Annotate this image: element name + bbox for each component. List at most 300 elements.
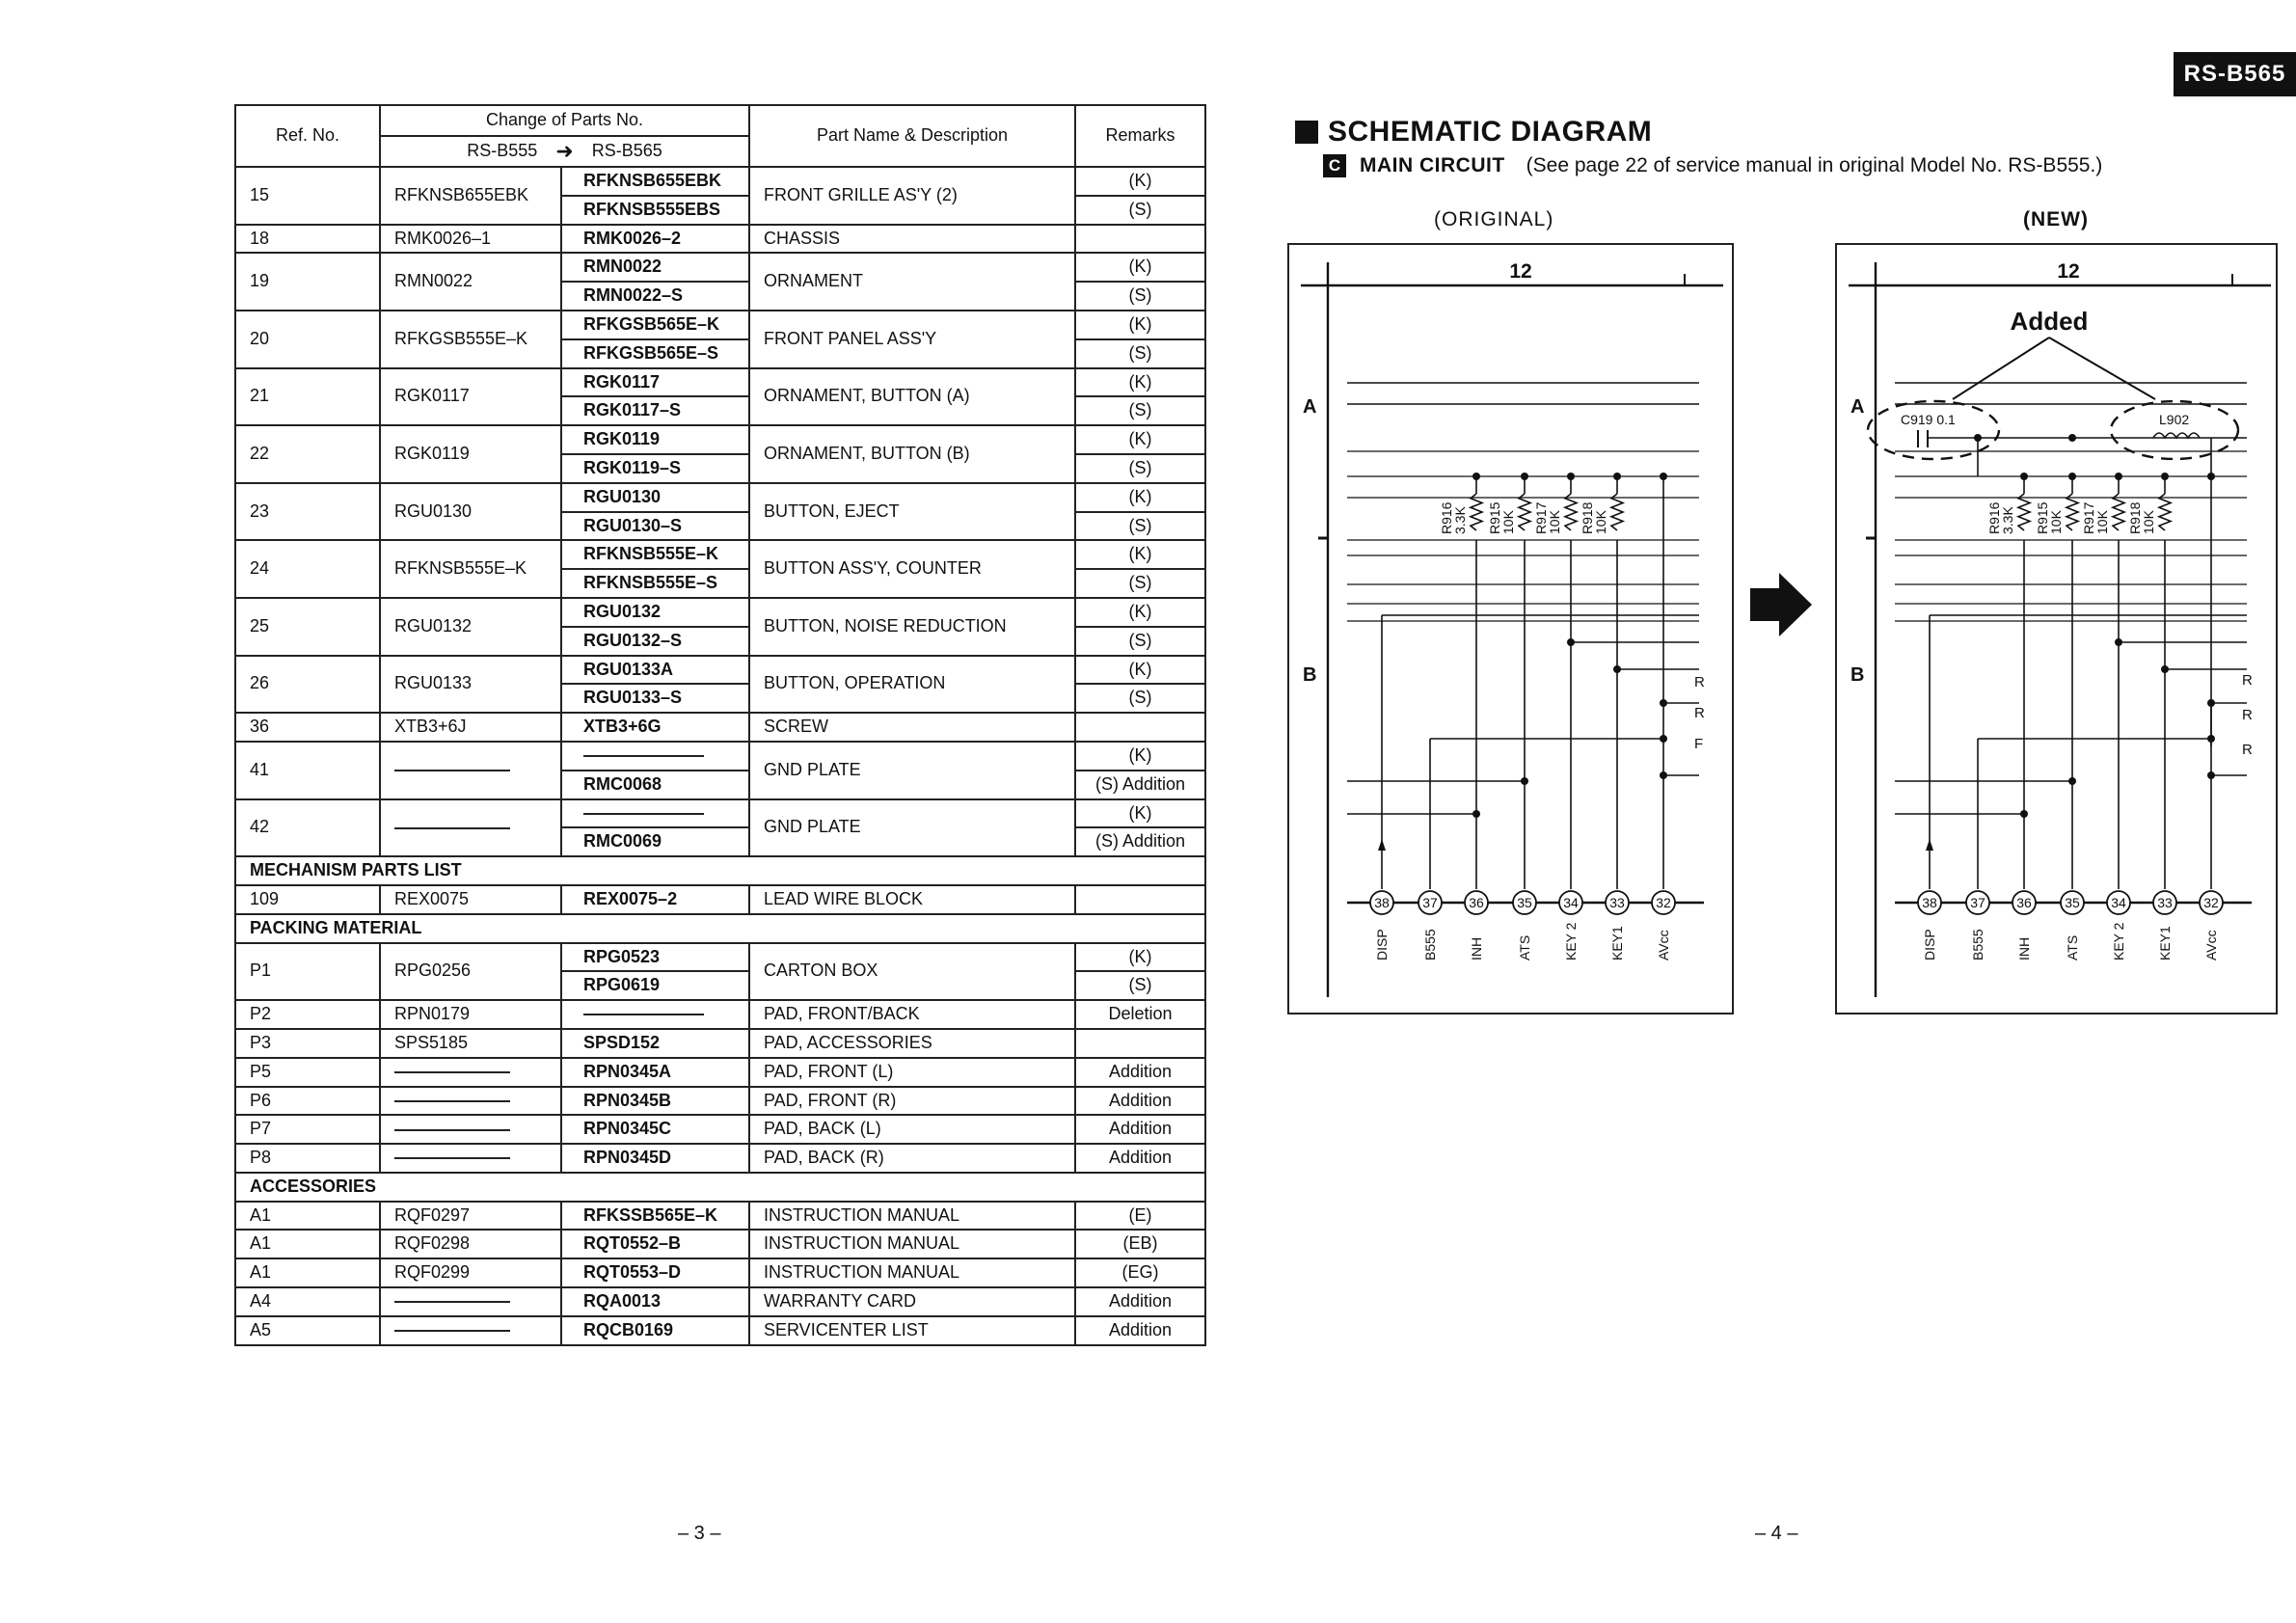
remarks-cell: (S) Addition	[1075, 827, 1205, 856]
junction-dot	[2068, 473, 2076, 480]
new-part-cell: RGU0133–S	[561, 684, 749, 713]
callout-line	[2049, 338, 2155, 399]
parts-table-body	[235, 167, 1205, 1345]
model-badge: RS-B565	[2174, 52, 2296, 96]
description-cell: GND PLATE	[749, 742, 1075, 799]
header-old-model: RS-B555	[467, 140, 538, 160]
old-part-cell: RMK0026–1	[380, 225, 561, 254]
highlight-ellipse-coil	[2111, 401, 2238, 459]
junction-dot	[2207, 771, 2215, 779]
ref-no-cell: 20	[235, 311, 380, 368]
pin-name: AVcc	[1656, 930, 1671, 960]
dash-line	[394, 1301, 510, 1303]
description-cell: SERVICENTER LIST	[749, 1316, 1075, 1345]
dash-line	[394, 1100, 510, 1102]
junction-dot	[1660, 473, 1667, 480]
junction-dot	[1660, 699, 1667, 707]
ref-no-cell: P8	[235, 1144, 380, 1173]
junction-dot	[2115, 638, 2122, 646]
new-part-cell: SPSD152	[561, 1029, 749, 1058]
header-change-parts: Change of Parts No.	[380, 105, 749, 136]
description-cell: PAD, FRONT/BACK	[749, 1000, 1075, 1029]
description-cell: LEAD WIRE BLOCK	[749, 885, 1075, 914]
table-row	[235, 1115, 1205, 1144]
remarks-cell: Addition	[1075, 1144, 1205, 1173]
remarks-cell: (S)	[1075, 282, 1205, 311]
junction-dot	[1660, 771, 1667, 779]
table-row	[235, 713, 1205, 742]
dash-line	[394, 1071, 510, 1073]
new-label: (NEW)	[2023, 208, 2089, 230]
connector-mark: R	[2242, 672, 2253, 689]
remarks-cell: (S)	[1075, 684, 1205, 713]
connector-mark: R	[1694, 674, 1705, 690]
pin-name: ATS	[1517, 934, 1532, 960]
callout-line	[1953, 338, 2049, 399]
description-cell: PAD, BACK (L)	[749, 1115, 1075, 1144]
junction-dot	[2161, 473, 2169, 480]
pin-number: 33	[2157, 895, 2173, 910]
resistor-value: 10K	[2094, 510, 2110, 534]
description-cell: ORNAMENT, BUTTON (B)	[749, 425, 1075, 483]
old-part-cell: RGK0119	[380, 425, 561, 483]
remarks-cell: Addition	[1075, 1058, 1205, 1087]
resistor-symbol	[1471, 494, 1482, 530]
resistor-name: R918	[1580, 501, 1595, 534]
new-part-cell: RFKSSB565E–K	[561, 1202, 749, 1231]
description-cell: ORNAMENT, BUTTON (A)	[749, 368, 1075, 426]
row-label-b: B	[1303, 664, 1317, 686]
junction-dot	[1613, 473, 1621, 480]
new-schematic-svg	[1837, 245, 2276, 1013]
resistor-value: 10K	[2048, 510, 2064, 534]
pin-name: B555	[1970, 929, 1985, 960]
big-arrow-icon	[1750, 573, 1812, 636]
section-row	[235, 856, 1205, 885]
pin-name: KEY 2	[2111, 922, 2126, 960]
new-part-cell: RQT0553–D	[561, 1258, 749, 1287]
description-cell: BUTTON, NOISE REDUCTION	[749, 598, 1075, 656]
pin-number: 37	[1970, 895, 1985, 910]
new-part-cell: RGU0132	[561, 598, 749, 627]
description-cell: ORNAMENT	[749, 253, 1075, 311]
new-schematic	[1835, 243, 2278, 1014]
ref-no-cell: P3	[235, 1029, 380, 1058]
new-part-cell: RMC0069	[561, 827, 749, 856]
header-part-name: Part Name & Description	[749, 105, 1075, 167]
new-part-cell: RGU0132–S	[561, 627, 749, 656]
pin-number: 32	[1656, 895, 1671, 910]
ref-no-cell: 22	[235, 425, 380, 483]
table-row	[235, 1258, 1205, 1287]
pin-name: DISP	[1374, 929, 1390, 960]
table-row	[235, 598, 1205, 627]
new-part-cell: RFKGSB565E–K	[561, 311, 749, 339]
resistor-symbol	[2018, 494, 2030, 530]
row-label-a: A	[1303, 396, 1317, 418]
section-letter-badge: C	[1323, 154, 1346, 177]
arrow-head-icon	[1378, 839, 1386, 851]
old-part-cell: XTB3+6J	[380, 713, 561, 742]
ref-no-cell: 41	[235, 742, 380, 799]
description-cell: SCREW	[749, 713, 1075, 742]
column-number: 12	[1509, 260, 1532, 283]
table-row	[235, 1087, 1205, 1116]
old-part-cell: RGK0117	[380, 368, 561, 426]
ref-no-cell: 36	[235, 713, 380, 742]
ref-no-cell: 26	[235, 656, 380, 714]
table-row	[235, 1202, 1205, 1231]
description-cell: WARRANTY CARD	[749, 1287, 1075, 1316]
description-cell: BUTTON, EJECT	[749, 483, 1075, 541]
table-row	[235, 1029, 1205, 1058]
remarks-cell	[1075, 713, 1205, 742]
remarks-cell: (K)	[1075, 253, 1205, 282]
table-row	[235, 1000, 1205, 1029]
table-row	[235, 656, 1205, 685]
ref-no-cell: A1	[235, 1202, 380, 1231]
highlight-ellipse-cap	[1868, 401, 1999, 459]
junction-dot	[1567, 638, 1575, 646]
pin-name: ATS	[2065, 934, 2080, 960]
new-part-cell	[561, 1000, 749, 1029]
table-row	[235, 1144, 1205, 1173]
remarks-cell	[1075, 885, 1205, 914]
remarks-cell: (K)	[1075, 167, 1205, 196]
ref-no-cell: 109	[235, 885, 380, 914]
pin-number: 37	[1422, 895, 1438, 910]
resistor-symbol	[2159, 494, 2171, 530]
ref-no-cell: P7	[235, 1115, 380, 1144]
remarks-cell: (K)	[1075, 598, 1205, 627]
new-part-cell: RFKNSB555E–K	[561, 540, 749, 569]
table-row	[235, 483, 1205, 512]
description-cell: CARTON BOX	[749, 943, 1075, 1001]
table-row	[235, 943, 1205, 972]
resistor-symbol	[1611, 494, 1623, 530]
pin-number: 38	[1374, 895, 1390, 910]
original-schematic	[1287, 243, 1734, 1014]
pin-name: KEY1	[1609, 926, 1625, 960]
new-part-cell: RGK0119–S	[561, 454, 749, 483]
junction-dot	[2020, 810, 2028, 818]
ref-no-cell: A4	[235, 1287, 380, 1316]
new-part-cell: RQT0552–B	[561, 1230, 749, 1258]
description-cell: GND PLATE	[749, 799, 1075, 857]
parts-change-table	[234, 104, 1204, 1346]
new-part-cell: RFKNSB555E–S	[561, 569, 749, 598]
bullet-square-icon	[1295, 121, 1318, 144]
table-row	[235, 540, 1205, 569]
section-row	[235, 914, 1205, 943]
ref-no-cell: 42	[235, 799, 380, 857]
resistor-symbol	[1519, 494, 1530, 530]
ref-no-cell: P6	[235, 1087, 380, 1116]
description-cell: INSTRUCTION MANUAL	[749, 1202, 1075, 1231]
new-part-cell: RPN0345B	[561, 1087, 749, 1116]
coil-label: L902	[2159, 412, 2190, 427]
description-cell: PAD, FRONT (L)	[749, 1058, 1075, 1087]
old-part-cell	[380, 799, 561, 857]
junction-dot	[2068, 777, 2076, 785]
pin-number: 38	[1922, 895, 1937, 910]
remarks-cell: (K)	[1075, 311, 1205, 339]
new-part-cell: RGK0119	[561, 425, 749, 454]
old-part-cell	[380, 1115, 561, 1144]
junction-dot	[1613, 665, 1621, 673]
dash-line	[394, 1157, 510, 1159]
dash-line	[583, 813, 704, 815]
old-part-cell: RFKNSB655EBK	[380, 167, 561, 225]
new-part-cell: RMN0022–S	[561, 282, 749, 311]
connector-mark: R	[2242, 707, 2253, 723]
dash-line	[394, 770, 510, 771]
description-cell: BUTTON ASS'Y, COUNTER	[749, 540, 1075, 598]
section-row	[235, 1173, 1205, 1202]
page-number-right: – 4 –	[1755, 1523, 1798, 1544]
remarks-cell: (K)	[1075, 540, 1205, 569]
new-part-cell: RFKGSB565E–S	[561, 339, 749, 368]
ref-no-cell: P1	[235, 943, 380, 1001]
pin-name: KEY1	[2157, 926, 2173, 960]
remarks-cell: Deletion	[1075, 1000, 1205, 1029]
new-part-cell: RMC0068	[561, 771, 749, 799]
old-part-cell: RGU0133	[380, 656, 561, 714]
remarks-cell: (S)	[1075, 339, 1205, 368]
new-part-cell: REX0075–2	[561, 885, 749, 914]
main-circuit-label: MAIN CIRCUIT	[1360, 154, 1505, 176]
old-part-cell: RMN0022	[380, 253, 561, 311]
remarks-cell	[1075, 1029, 1205, 1058]
new-part-cell: RGU0130–S	[561, 512, 749, 541]
connector-mark: R	[1694, 705, 1705, 721]
table-row	[235, 167, 1205, 196]
ref-no-cell: A1	[235, 1230, 380, 1258]
resistor-value: 3.3K	[2000, 506, 2015, 534]
pin-number: 33	[1609, 895, 1625, 910]
resistor-name: R916	[1439, 501, 1454, 534]
resistor-value: 3.3K	[1452, 506, 1468, 534]
new-part-cell: RPN0345C	[561, 1115, 749, 1144]
old-part-cell	[380, 1316, 561, 1345]
remarks-cell: (K)	[1075, 483, 1205, 512]
description-cell: CHASSIS	[749, 225, 1075, 254]
table-row	[235, 742, 1205, 771]
remarks-cell: (E)	[1075, 1202, 1205, 1231]
description-cell: INSTRUCTION MANUAL	[749, 1230, 1075, 1258]
ref-no-cell: 23	[235, 483, 380, 541]
pin-number: 35	[1517, 895, 1532, 910]
page-number-left: – 3 –	[678, 1523, 721, 1544]
dash-line	[583, 1014, 704, 1015]
remarks-cell: (EB)	[1075, 1230, 1205, 1258]
column-number: 12	[2057, 260, 2080, 283]
old-part-cell: RGU0132	[380, 598, 561, 656]
junction-dot	[1521, 473, 1528, 480]
description-cell: FRONT GRILLE AS'Y (2)	[749, 167, 1075, 225]
old-part-cell: RPN0179	[380, 1000, 561, 1029]
header-new-model: RS-B565	[591, 140, 662, 160]
remarks-cell: (K)	[1075, 368, 1205, 397]
table-row	[235, 1230, 1205, 1258]
description-cell: INSTRUCTION MANUAL	[749, 1258, 1075, 1287]
remarks-cell: (K)	[1075, 425, 1205, 454]
section-heading: ACCESSORIES	[235, 1173, 1205, 1202]
new-part-cell: RFKNSB555EBS	[561, 196, 749, 225]
dash-line	[394, 1129, 510, 1131]
original-schematic-svg	[1289, 245, 1732, 1013]
capacitor-label: C919 0.1	[1901, 412, 1956, 427]
remarks-cell: (S)	[1075, 971, 1205, 1000]
resistor-name: R915	[1487, 501, 1502, 534]
ref-no-cell: 18	[235, 225, 380, 254]
header-remarks: Remarks	[1075, 105, 1205, 167]
service-manual-note: (See page 22 of service manual in original Model No. RS-B555.)	[1526, 154, 2103, 176]
old-part-cell: RQF0298	[380, 1230, 561, 1258]
resistor-name: R917	[2081, 501, 2096, 534]
pin-name: INH	[2016, 936, 2032, 960]
ref-no-cell: P5	[235, 1058, 380, 1087]
junction-dot	[2161, 665, 2169, 673]
remarks-cell: (S)	[1075, 512, 1205, 541]
resistor-name: R918	[2127, 501, 2143, 534]
dash-line	[394, 827, 510, 829]
connector-mark: F	[1694, 736, 1704, 752]
resistor-name: R915	[2035, 501, 2050, 534]
arrow-head-icon	[1926, 839, 1933, 851]
new-part-cell: RFKNSB655EBK	[561, 167, 749, 196]
old-part-cell	[380, 1144, 561, 1173]
remarks-cell: (K)	[1075, 943, 1205, 972]
remarks-cell: Addition	[1075, 1115, 1205, 1144]
new-part-cell: RGK0117–S	[561, 396, 749, 425]
connector-mark: R	[2242, 742, 2253, 758]
remarks-cell: (K)	[1075, 742, 1205, 771]
old-part-cell	[380, 742, 561, 799]
row-label-b: B	[1850, 664, 1865, 686]
remarks-cell: (S)	[1075, 454, 1205, 483]
resistor-value: 10K	[1547, 510, 1562, 534]
resistor-value: 10K	[1500, 510, 1516, 534]
ref-no-cell: 19	[235, 253, 380, 311]
new-part-cell: RPN0345D	[561, 1144, 749, 1173]
pin-name: B555	[1422, 929, 1438, 960]
table-row	[235, 311, 1205, 339]
remarks-cell: Addition	[1075, 1087, 1205, 1116]
table-row	[235, 1058, 1205, 1087]
remarks-cell: (S)	[1075, 569, 1205, 598]
new-part-cell: RGK0117	[561, 368, 749, 397]
pin-name: DISP	[1922, 929, 1937, 960]
schematic-title-text: SCHEMATIC DIAGRAM	[1328, 116, 1653, 148]
new-part-cell: RMN0022	[561, 253, 749, 282]
resistor-symbol	[1565, 494, 1577, 530]
arrow-right-icon: ➜	[555, 139, 574, 164]
resistor-name: R916	[1986, 501, 2002, 534]
ref-no-cell: 25	[235, 598, 380, 656]
dash-line	[583, 755, 704, 757]
table-row	[235, 1287, 1205, 1316]
new-part-cell: RGU0133A	[561, 656, 749, 685]
old-part-cell: RGU0130	[380, 483, 561, 541]
old-part-cell: RQF0297	[380, 1202, 561, 1231]
ref-no-cell: 15	[235, 167, 380, 225]
remarks-cell: (S) Addition	[1075, 771, 1205, 799]
section-heading: PACKING MATERIAL	[235, 914, 1205, 943]
new-part-cell: XTB3+6G	[561, 713, 749, 742]
pin-name: AVcc	[2203, 930, 2219, 960]
old-part-cell: RPG0256	[380, 943, 561, 1001]
remarks-cell: (S)	[1075, 196, 1205, 225]
junction-dot	[1567, 473, 1575, 480]
old-part-cell: RFKNSB555E–K	[380, 540, 561, 598]
new-part-cell: RGU0130	[561, 483, 749, 512]
schematic-title	[1295, 116, 1652, 149]
table-row	[235, 885, 1205, 914]
remarks-cell: (S)	[1075, 627, 1205, 656]
new-part-cell: RPG0523	[561, 943, 749, 972]
ref-no-cell: A5	[235, 1316, 380, 1345]
new-part-cell	[561, 799, 749, 828]
description-cell: PAD, ACCESSORIES	[749, 1029, 1075, 1058]
description-cell: FRONT PANEL ASS'Y	[749, 311, 1075, 368]
remarks-cell: (S)	[1075, 396, 1205, 425]
old-part-cell: RFKGSB555E–K	[380, 311, 561, 368]
added-label: Added	[2010, 307, 2089, 336]
ref-no-cell: P2	[235, 1000, 380, 1029]
pin-number: 34	[2111, 895, 2126, 910]
junction-dot	[1472, 473, 1480, 480]
table-row	[235, 1316, 1205, 1345]
dash-line	[394, 1330, 510, 1332]
old-part-cell: RQF0299	[380, 1258, 561, 1287]
old-part-cell	[380, 1058, 561, 1087]
resistor-name: R917	[1533, 501, 1549, 534]
header-model-change	[380, 136, 749, 167]
remarks-cell: Addition	[1075, 1287, 1205, 1316]
old-part-cell: SPS5185	[380, 1029, 561, 1058]
pin-number: 36	[2016, 895, 2032, 910]
junction-dot	[2068, 434, 2076, 442]
table-row	[235, 799, 1205, 828]
ref-no-cell: A1	[235, 1258, 380, 1287]
pin-number: 36	[1469, 895, 1484, 910]
table-row	[235, 368, 1205, 397]
ref-no-cell: 24	[235, 540, 380, 598]
description-cell: PAD, FRONT (R)	[749, 1087, 1075, 1116]
description-cell: BUTTON, OPERATION	[749, 656, 1075, 714]
resistor-symbol	[2066, 494, 2078, 530]
main-circuit-subtitle	[1323, 154, 2102, 177]
pin-number: 34	[1563, 895, 1579, 910]
new-part-cell	[561, 742, 749, 771]
old-part-cell	[380, 1287, 561, 1316]
pin-name: INH	[1469, 936, 1484, 960]
remarks-cell: Addition	[1075, 1316, 1205, 1345]
pin-name: KEY 2	[1563, 922, 1579, 960]
old-part-cell: REX0075	[380, 885, 561, 914]
junction-dot	[1660, 735, 1667, 743]
resistor-symbol	[2113, 494, 2124, 530]
new-part-cell: RMK0026–2	[561, 225, 749, 254]
new-part-cell: RPG0619	[561, 971, 749, 1000]
new-part-cell: RPN0345A	[561, 1058, 749, 1087]
resistor-value: 10K	[2141, 510, 2156, 534]
original-label: (ORIGINAL)	[1434, 208, 1554, 230]
remarks-cell: (K)	[1075, 656, 1205, 685]
header-ref-no: Ref. No.	[235, 105, 380, 167]
junction-dot	[2115, 473, 2122, 480]
